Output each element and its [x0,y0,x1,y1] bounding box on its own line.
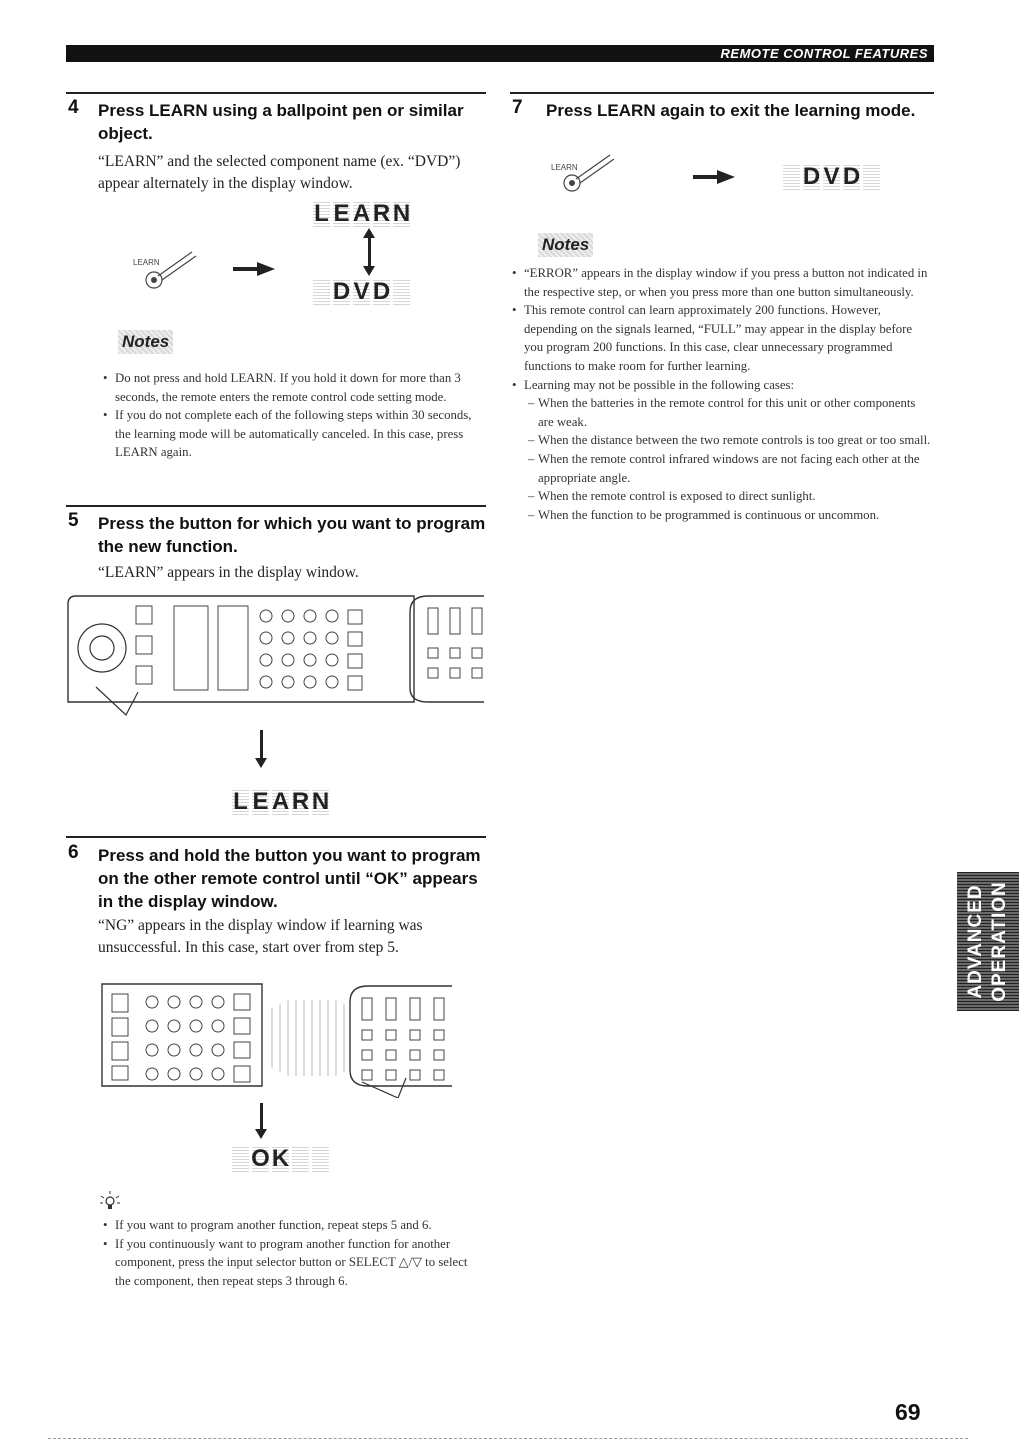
step6-tips [103,1216,485,1290]
tip-item: • If you want to program another function, repeat steps 5 and 6. [103,1216,485,1235]
learn-button-pen-icon [548,150,628,200]
arrow-right-icon [693,170,735,184]
note-item-intro: Learning may not be possible in the following cases: [524,377,795,392]
step5-heading: Press the button for which you want to program the new function. [98,514,486,556]
section-title: REMOTE CONTROL FEATURES [720,46,928,61]
step5-body: “LEARN” appears in the display window. [98,564,359,581]
learn-button-label: LEARN [133,258,160,267]
arrow-right-icon [233,262,275,276]
case-item: – When the function to be programmed is continuous or uncommon. [528,506,932,525]
step6-body: “NG” appears in the display window if learning was unsuccessful. In this case, start over from step 5. [98,917,423,956]
step5-number: 5 [68,510,79,531]
learn-button-pen-icon [130,247,210,297]
tip-item: • If you continuously want to program another function for another component, press the input selector button or SELECT △/▽ to select the component, then repeat steps 3 through 6. [103,1235,485,1291]
arrow-down-icon [260,730,263,760]
side-tab-line1: ADVANCED [965,884,986,999]
notes-badge: Notes [118,330,173,354]
learn-button-label: LEARN [551,163,578,172]
note-item: • This remote control can learn approximately 200 functions. However, depending on the signals learned, “FULL” may appear in the display before you program 200 functions. In this case, clear unnecessary programmed functions to make room for further learning. [512,301,932,375]
note-item [512,376,932,525]
step4-rule [66,92,486,94]
display-dvd: D V D [313,278,410,305]
step6-rule [66,836,486,838]
step7-heading: Press LEARN again to exit the learning mode. [546,101,916,120]
page-number: 69 [895,1399,921,1425]
arrow-down-icon [260,1103,263,1131]
step4-number: 4 [68,97,79,118]
step5-rule [66,505,486,507]
step7-number: 7 [512,97,523,118]
step7-notes [512,264,932,524]
case-item: – When the batteries in the remote control for this unit or other components are weak. [528,394,932,431]
case-item: – When the remote control is exposed to direct sunlight. [528,487,932,506]
notes-badge: Notes [538,233,593,257]
note-item: • Do not press and hold LEARN. If you hold it down for more than 3 seconds, the remote enters the remote control code setting mode. [103,369,485,406]
bottom-rule [48,1438,968,1439]
step7-rule [510,92,934,94]
side-tab-line2: OPERATION [989,881,1010,1002]
note-item: • “ERROR” appears in the display window if you press a button not indicated in the respective step, or when you press more than one button simultaneously. [512,264,932,301]
section-side-tab [957,872,1019,1011]
learning-cases-list [524,394,932,524]
note-item: • If you do not complete each of the following steps within 30 seconds, the learning mode will be automatically canceled. In this case, press LEARN again. [103,406,485,462]
case-item: – When the remote control infrared windows are not facing each other at the appropriate angle. [528,450,932,487]
case-item: – When the distance between the two remote controls is too great or too small. [528,431,932,450]
display-learn: L E A R N [233,787,330,815]
remote-controls-illustration [66,592,486,717]
alternate-arrow-icon [368,236,371,268]
display-ok: O K [232,1145,329,1172]
step4-heading: Press LEARN using a ballpoint pen or similar object. [98,101,464,143]
tip-lightbulb-icon [98,1190,122,1210]
step6-number: 6 [68,842,79,863]
display-dvd: D V D [783,163,880,190]
header-bar [66,45,934,62]
step6-heading: Press and hold the button you want to program on the other remote control until “OK” appears in the display window. [98,846,481,911]
step4-notes [103,369,485,462]
display-learn: L E A R N [314,199,411,227]
learning-remotes-illustration [100,978,455,1098]
step4-body: “LEARN” and the selected component name (ex. “DVD”) appear alternately in the display window. [98,153,461,192]
